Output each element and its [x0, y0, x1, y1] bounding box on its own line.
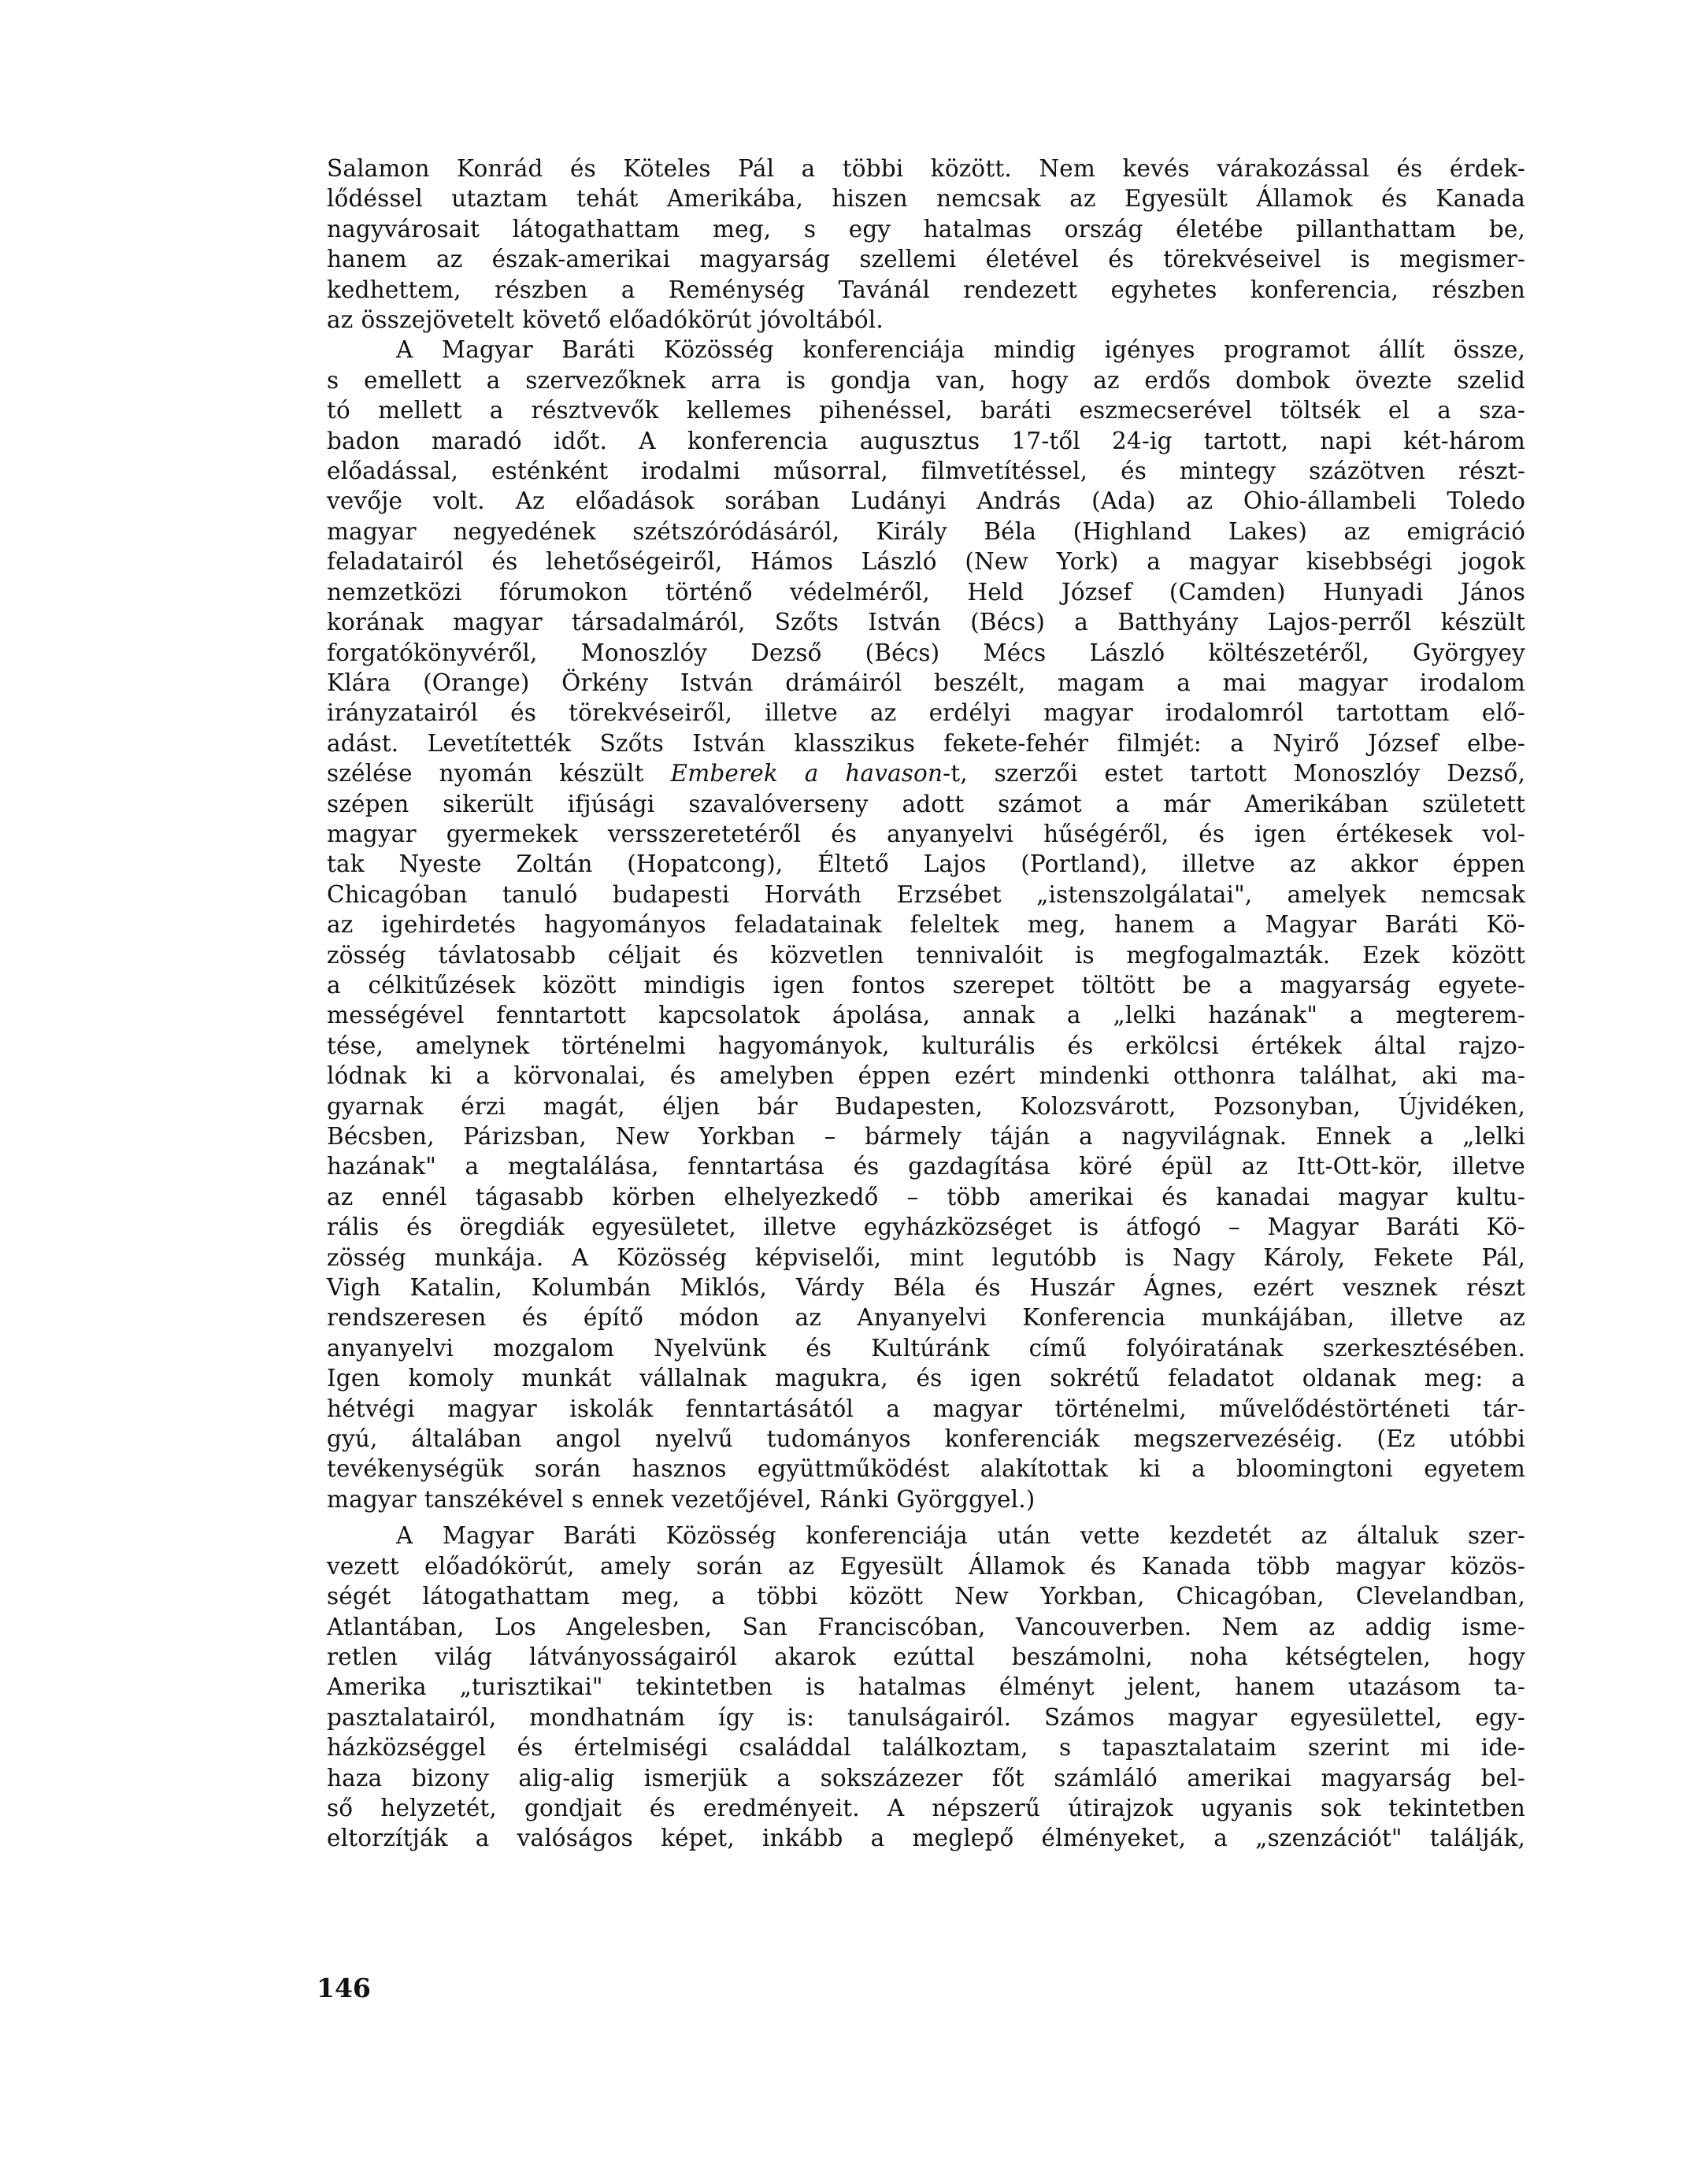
text-line: nagyvárosait látogathattam meg, s egy hatalmas ország életébe pillanthattam be, [327, 215, 1525, 243]
text-line: tevékenységük során hasznos együttműködést alakítottak ki a bloomingtoni egyetem [327, 1455, 1525, 1483]
text-line: anyanyelvi mozgalom Nyelvünk és Kultúránk című folyóiratának szerkesztésében. [327, 1334, 1525, 1362]
text-line: az összejövetelt követő előadókörút jóvoltából. [327, 306, 884, 334]
text-line: retlen világ látványosságairól akarok ezúttal beszámolni, noha kétségtelen, hogy [327, 1643, 1525, 1670]
text-line: ségét látogathattam meg, a többi között New Yorkban, Chicagóban, Clevelandban, [327, 1583, 1525, 1610]
page-number: 146 [317, 1973, 371, 2003]
text-line: Chicagóban tanuló budapesti Horváth Erzsébet „istenszolgálatai", amelyek nemcsak [327, 880, 1525, 908]
paragraph-3 [327, 1521, 1525, 1853]
text-line: előadással, esténként irodalmi műsorral, filmvetítéssel, és mintegy százötven részt- [327, 458, 1525, 485]
text-line: mességével fenntartott kapcsolatok ápolása, annak a „lelki hazának" a megterem- [327, 1002, 1525, 1029]
text-line: hétvégi magyar iskolák fenntartásától a magyar történelmi, művelődéstörténeti tár- [327, 1395, 1525, 1422]
text-line: Salamon Konrád és Köteles Pál a többi között. Nem kevés várakozással és érdek- [327, 155, 1525, 182]
text-line: tése, amelynek történelmi hagyományok, kulturális és erkölcsi értékek által rajzo- [327, 1032, 1525, 1059]
text-line: ső helyzetét, gondjait és eredményeit. A népszerű útirajzok ugyanis sok tekintetben [327, 1794, 1525, 1821]
text-line: az igehirdetés hagyományos feladatainak feleltek meg, hanem a Magyar Baráti Kö- [327, 911, 1525, 939]
text-line: Bécsben, Párizsban, New Yorkban – bármely táján a nagyvilágnak. Ennek a „lelki [327, 1123, 1525, 1150]
text-line: forgatókönyvéről, Monoszlóy Dezső (Bécs) Mécs László költészetéről, Györgyey [327, 639, 1525, 666]
text-line: zösség munkája. A Közösség képviselői, mint legutóbb is Nagy Károly, Fekete Pál, [327, 1243, 1525, 1271]
text-line: pasztalatairól, mondhatnám így is: tanulságairól. Számos magyar egyesülettel, egy- [327, 1703, 1525, 1731]
text-line: Amerika „turisztikai" tekintetben is hatalmas élményt jelent, hanem utazásom ta- [327, 1673, 1525, 1701]
text-line: eltorzítják a valóságos képet, inkább a meglepő élményeket, a „szenzációt" találják, [327, 1825, 1525, 1852]
text-line: s emellett a szervezőknek arra is gondja van, hogy az erdős dombok övezte szelid [327, 366, 1525, 394]
text-line: gyarnak érzi magát, éljen bár Budapesten, Kolozsvárott, Pozsonyban, Újvidéken, [327, 1092, 1525, 1120]
text-line: Klára (Orange) Örkény István drámáiról beszélt, magam a mai magyar irodalom [327, 669, 1525, 696]
text-line: irányzatairól és törekvéseiről, illetve az erdélyi magyar irodalomról tartottam elő- [327, 699, 1525, 727]
text-line: badon maradó időt. A konferencia augusztus 17-től 24-ig tartott, napi két-három [327, 427, 1525, 454]
paragraph-2 [327, 335, 1525, 1514]
text-line: lődéssel utaztam tehát Amerikába, hiszen nemcsak az Egyesült Államok és Kanada [327, 185, 1525, 213]
text-line: hazának" a megtalálása, fenntartása és gazdagítása köré épül az Itt-Ott-kör, illetve [327, 1153, 1525, 1180]
text-line: tó mellett a résztvevők kellemes pihenéssel, baráti eszmecserével töltsék el a sza- [327, 397, 1525, 424]
text-line: feladatairól és lehetőségeiről, Hámos László (New York) a magyar kisebbségi jogok [327, 548, 1525, 576]
text-line: házközséggel és értelmiségi családdal találkoztam, s tapasztalataim szerint mi ide- [327, 1734, 1525, 1762]
text-line: gyú, általában angol nyelvű tudományos konferenciák megszervezéséig. (Ez utóbbi [327, 1425, 1525, 1453]
text-line: zösség távlatosabb céljait és közvetlen tennivalóit is megfogalmazták. Ezek között [327, 941, 1525, 969]
text-line: tak Nyeste Zoltán (Hopatcong), Éltető Lajos (Portland), illetve az akkor éppen [327, 850, 1525, 878]
text-line: vezett előadókörút, amely során az Egyesült Államok és Kanada több magyar közös- [327, 1552, 1525, 1580]
text-line: szélése nyomán készült Emberek a havason-t, szerzői estet tartott Monoszlóy Dezső, [327, 760, 1525, 787]
text-line: vevője volt. Az előadások sorában Ludányi András (Ada) az Ohio-állambeli Toledo [327, 487, 1525, 515]
text-line: kedhettem, részben a Reménység Tavánál rendezett egyhetes konferencia, részben [327, 276, 1525, 303]
text-line: magyar tanszékével s ennek vezetőjével, Ránki Györggyel.) [327, 1485, 1036, 1513]
text-line: magyar negyedének szétszóródásáról, Király Béla (Highland Lakes) az emigráció [327, 517, 1525, 545]
paragraph-1 [327, 154, 1525, 335]
text-line: rendszeresen és építő módon az Anyanyelvi Konferencia munkájában, illetve az [327, 1304, 1525, 1332]
text-line: rális és öregdiák egyesületet, illetve egyházközséget is átfogó – Magyar Baráti Kö- [327, 1214, 1525, 1241]
text-line: A Magyar Baráti Közösség konferenciája után vette kezdetét az általuk szer- [396, 1522, 1525, 1550]
text-line: magyar gyermekek versszeretetéről és anyanyelvi hűségéről, és igen értékesek vol- [327, 820, 1525, 847]
text-line: adást. Levetítették Szőts István klasszikus fekete-fehér filmjét: a Nyirő József elbe- [327, 729, 1525, 757]
text-line: A Magyar Baráti Közösség konferenciája mindig igényes programot állít össze, [396, 336, 1525, 364]
text-line: Vigh Katalin, Kolumbán Miklós, Várdy Béla és Huszár Ágnes, ezért vesznek részt [327, 1274, 1525, 1302]
text-line: az ennél tágasabb körben elhelyezkedő – több amerikai és kanadai magyar kultu- [327, 1183, 1525, 1210]
text-line: hanem az észak-amerikai magyarság szellemi életével és törekvéseivel is megismer- [327, 246, 1525, 273]
text-line: nemzetközi fórumokon történő védelméről, Held József (Camden) Hunyadi János [327, 578, 1525, 606]
text-line: Atlantában, Los Angelesben, San Franciscóban, Vancouverben. Nem az addig isme- [327, 1613, 1525, 1640]
text-line: a célkitűzések között mindigis igen fontos szerepet töltött be a magyarság egyete- [327, 971, 1525, 999]
text-line: Igen komoly munkát vállalnak magukra, és igen sokrétű feladatot oldanak meg: a [327, 1365, 1525, 1392]
text-line: haza bizony alig-alig ismerjük a sokszázezer főt számláló amerikai magyarság bel- [327, 1764, 1525, 1792]
text-line: szépen sikerült ifjúsági szavalóverseny adott számot a már Amerikában született [327, 790, 1525, 817]
text-line: korának magyar társadalmáról, Szőts István (Bécs) a Batthyány Lajos-perről készült [327, 609, 1525, 636]
body-text [327, 154, 1525, 1854]
text-line: lódnak ki a körvonalai, és amelyben éppen ezért mindenki otthonra találhat, aki ma- [327, 1062, 1525, 1090]
